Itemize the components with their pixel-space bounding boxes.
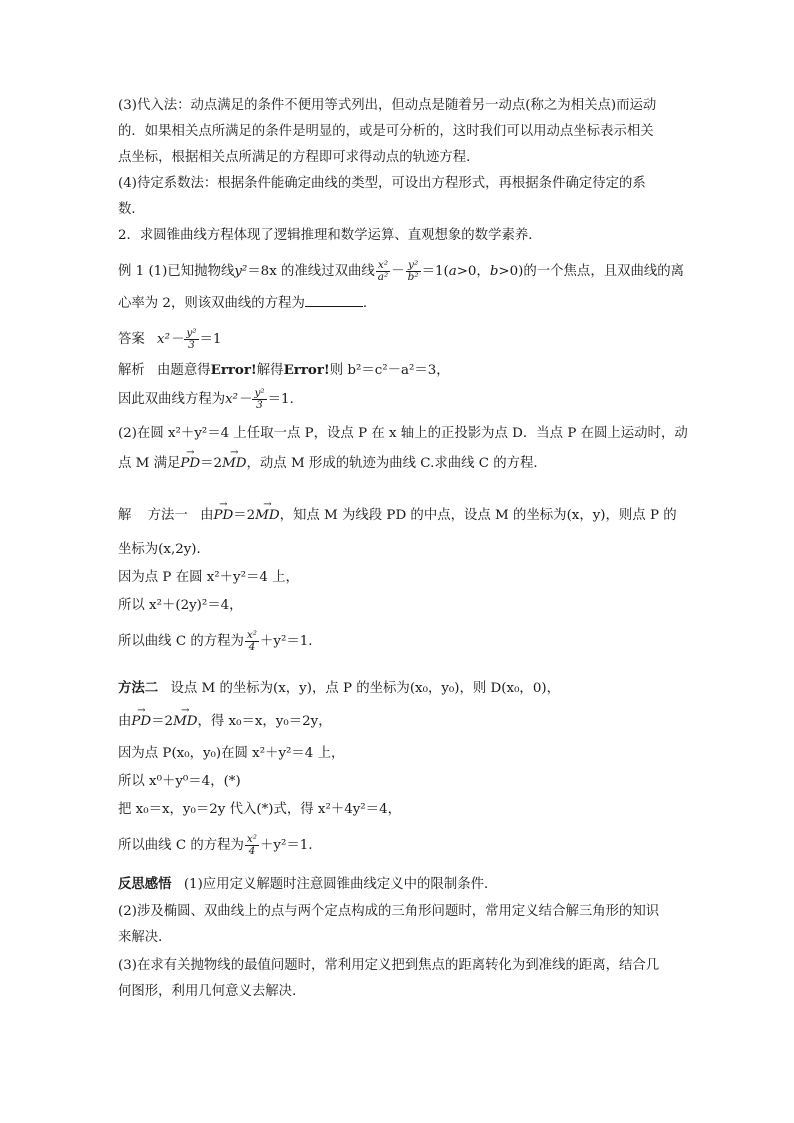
solution-label: 解: [118, 508, 132, 523]
solution-method2-line4: 所以 x⁰＋y⁰＝4，(*): [118, 774, 241, 789]
solution-method1-line5: 所以曲线 C 的方程为 $\frac{\text{x²}}{4}$ ＋y²＝1.: [118, 629, 313, 653]
fraction-x2-a2: $\frac{\text{x²}}{\text{a²}}$: [377, 259, 389, 283]
method3-line3: 点坐标，根据相关点所满足的方程即可求得动点的轨迹方程．: [118, 150, 480, 165]
method3-line1: (3)代入法：动点满足的条件不便用等式列出，但动点是随着另一动点(称之为相关点)而运动: [118, 98, 657, 113]
reflection-label: 反思感悟: [118, 876, 172, 892]
fraction-y2-3: $\frac{\text{y²}}{3}$: [186, 327, 197, 351]
answer-label: 答案: [118, 332, 145, 347]
reflection-line3: 来解决．: [118, 930, 172, 945]
example1-part2-line2: 点 M 满足→ PD＝2→ MD，动点 M 形成的轨迹为曲线 C.求曲线 C 的方程．: [118, 454, 547, 474]
fraction-y2-b2: $\frac{\text{y²}}{\text{b²}}$: [407, 259, 419, 283]
reflection-line2: (2)涉及椭圆、双曲线上的点与两个定点构成的三角形问题时，常用定义结合解三角形的知识: [118, 904, 660, 919]
fraction-x2-4: $\frac{\text{x²}}{4}$: [246, 629, 258, 653]
vector-PD: → PD: [180, 454, 200, 474]
analysis-line1: 解析 由题意得Error!解得Error!则 b²＝c²－a²＝3，: [118, 362, 450, 378]
analysis-line2: 因此双曲线方程为x²－ $\frac{\text{y²}}{3}$ ＝1.: [118, 387, 294, 411]
example-label: 例 1: [118, 264, 145, 279]
method4-line1: (4)待定系数法：根据条件能确定曲线的类型，可设出方程形式，再根据条件确定待定的系: [118, 176, 646, 191]
solution-method2-line2: 由→ PD＝2→ MD，得 x₀＝x，y₀＝2y，: [118, 712, 332, 732]
solution-method2-line3: 因为点 P(x₀，y₀)在圆 x²＋y²＝4 上，: [118, 746, 345, 761]
reflection-line4: (3)在求有关抛物线的最值问题时，常利用定义把到焦点的距离转化为到准线的距离，结合几: [118, 958, 660, 973]
analysis-label: 解析: [118, 363, 145, 378]
example1-part2-line1: (2)在圆 x²＋y²＝4 上任取一点 P，设点 P 在 x 轴上的正投影为点 D．当点 P 在圆上运动时，动: [118, 426, 688, 441]
answer-line: 答案 x²－ $\frac{\text{y²}}{3}$ ＝1: [118, 327, 222, 351]
method4-line2: 数．: [118, 202, 145, 217]
reflection-line1: 反思感悟 (1)应用定义解题时注意圆锥曲线定义中的限制条件．: [118, 876, 498, 892]
method3-line2: 的．如果相关点所满足的条件是明显的，或是可分析的，这时我们可以用动点坐标表示相关: [118, 124, 654, 139]
answer-blank: [305, 292, 363, 307]
example1-part1-line2: 心率为 2，则该双曲线的方程为 ．: [118, 292, 376, 314]
solution-method1-line2: 坐标为(x,2y)．: [118, 542, 210, 557]
reflection-line5: 何图形，利用几何意义去解决．: [118, 984, 306, 999]
solution-method2-line1: 方法二 设点 M 的坐标为(x，y)，点 P 的坐标为(x₀，y₀)，则 D(x₀，0)，: [118, 680, 560, 696]
solution-method2-line5: 把 x₀＝x，y₀＝2y 代入(*)式，得 x²＋4y²＝4，: [118, 802, 401, 817]
point2-text: 2．求圆锥曲线方程体现了逻辑推理和数学运算、直观想象的数学素养．: [118, 228, 542, 243]
solution-method1-line4: 所以 x²＋(2y)²＝4，: [118, 598, 243, 613]
vector-MD: → MD: [222, 454, 246, 474]
solution-method2-line6: 所以曲线 C 的方程为 $\frac{\text{x²}}{4}$ ＋y²＝1.: [118, 833, 313, 857]
solution-method1-line3: 因为点 P 在圆 x²＋y²＝4 上，: [118, 570, 299, 585]
solution-method1-line1: 解 方法一 由→ PD＝2→ MD，知点 M 为线段 PD 的中点，设点 M 的坐标为(x，y)，则点 P 的: [118, 506, 677, 526]
example1-part1-line1: 例 1 (1)已知抛物线y²＝8x 的准线过双曲线 $\frac{\text{x²}}{\text{a²}}$ － $\frac{\text{y²}}{\text{b²}}$ ＝1(a>0，b>0)的一个焦点，且双曲线的离: [118, 259, 685, 283]
